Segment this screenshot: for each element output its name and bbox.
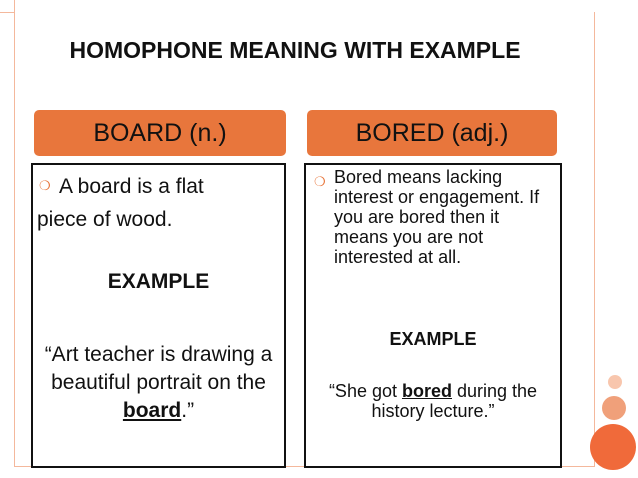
board-example-sentence — [33, 341, 284, 425]
bored-sentence-word: bored — [401, 381, 452, 401]
decor-dot-small — [608, 375, 622, 389]
bored-definition: Bored means lacking interest or engagement. If you are bored then it means you are not interested at all. — [334, 167, 540, 267]
board-sentence-after: .” — [181, 399, 195, 422]
board-example-label: EXAMPLE — [107, 270, 210, 293]
slide-frame-left — [14, 12, 15, 466]
board-sentence-word: board — [122, 399, 182, 422]
board-sentence-before: “Art teacher is drawing a beautiful portrait on the — [44, 343, 273, 394]
bored-sentence-before: “She got — [328, 381, 402, 401]
slide-title: HOMOPHONE MEANING WITH EXAMPLE — [69, 37, 521, 63]
board-definition — [37, 170, 281, 236]
bullet-icon: ❍ — [39, 178, 51, 193]
tab-bored: BORED (adj.) — [307, 110, 557, 156]
decor-dot-medium — [602, 396, 626, 420]
board-definition-line2: piece of wood. — [37, 208, 173, 231]
card-bored — [304, 163, 562, 468]
bored-sentence-after: during the history lecture.” — [371, 381, 538, 421]
card-board — [31, 163, 286, 468]
slide-frame-hline — [0, 12, 15, 13]
bored-example-label: EXAMPLE — [389, 329, 477, 349]
bullet-icon: ❍ — [314, 174, 326, 189]
bored-example-sentence — [306, 381, 560, 421]
decor-dot-large — [590, 424, 636, 470]
tab-board: BOARD (n.) — [34, 110, 286, 156]
board-definition-line1: A board is a flat — [59, 175, 204, 198]
slide-frame-right — [594, 12, 595, 466]
slide-frame-top — [14, 0, 15, 12]
